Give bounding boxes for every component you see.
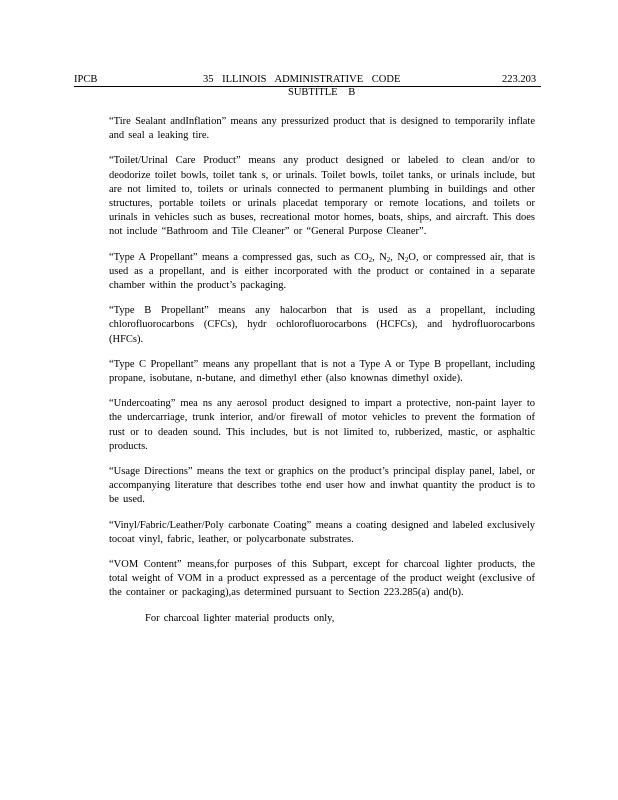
definition-tire-sealant: “Tire Sealant andInflation” means any pressurized product that is designed to temporarily inflate and seal a leaking tire.: [109, 116, 535, 142]
definition-type-a-propellant: [109, 251, 535, 294]
charcoal-lighter-clause: For charcoal lighter material products only,: [145, 612, 335, 624]
header-subtitle: SUBTITLE B: [288, 87, 356, 98]
definition-toilet-urinal-care-product: “Toilet/Urinal Care Product” means any product designed or labeled to clean and/or to deodorize toilet bowls, toilet tank s, or urinals. Toilet bowls, toilet tanks, or urinals include, but are not limited to, toilets or urinals connected to permanent plumbing in buildings and other structures, portable toilets or urinals placedat temporary or remote locations, and toilets or urinals in vehicles such as buses, recreational motor homes, boats, ships, and aircraft. This does not include “Bathroom and Tile Cleaner” or “General Purpose Cleaner”.: [109, 155, 535, 238]
definition-undercoating: “Undercoating” mea ns any aerosol product designed to impart a protective, non-paint layer to the undercarriage, trunk interior, and/or firewall of motor vehicles to prevent the formation of rust or to deaden sound. This includes, but is not limited to, rubberized, mastic, or asphaltic products.: [109, 398, 535, 452]
type-a-text-4: O, or compressed air, that is used as a propellant, and is either incorporated with the product or contained in a separate chamber within the product’s packaging.: [109, 251, 535, 292]
subscript-n2: 2: [386, 255, 391, 264]
definition-usage-directions: “Usage Directions” means the text or graphics on the product’s principal display panel, label, or accompanying literature that describes tothe end user how and inwhat quantity the product is to be used.: [109, 466, 535, 506]
type-a-text-1: “Type A Propellant” means a compressed gas, such as CO: [109, 251, 369, 263]
header-left-label: IPCB: [74, 74, 98, 85]
header-section-number: 223.203: [502, 74, 537, 85]
subscript-co2: 2: [368, 255, 373, 264]
definition-type-b-propellant: “Type B Propellant” means any halocarbon that is used as a propellant, including chlorofluorocarbons (CFCs), hydr ochlorofluorocarbons (HCFCs), and hydrofluorocarbons (HFCs).: [109, 305, 535, 345]
type-a-text-3: , N: [390, 251, 405, 263]
document-body: [109, 115, 535, 637]
definition-vinyl-fabric-leather-coating: “Vinyl/Fabric/Leather/Poly carbonate Coating” means a coating designed and labeled exclusively tocoat vinyl, fabric, leather, or polycarbonate substrates.: [109, 519, 535, 545]
type-a-text-2: , N: [372, 251, 387, 263]
header-title: 35 ILLINOIS ADMINISTRATIVE CODE: [203, 74, 401, 85]
subscript-n2o: 2: [404, 255, 409, 264]
definition-vom-content: “VOM Content” means,for purposes of this Subpart, except for charcoal lighter products, the total weight of VOM in a product expressed as a percentage of the product weight (exclusive of the container or packaging),as determined pursuant to Section 223.285(a) and(b).: [109, 559, 535, 599]
definition-type-c-propellant: “Type C Propellant” means any propellant that is not a Type A or Type B propellant, including propane, isobutane, n-butane, and dimethyl ether (also knownas dimethyl oxide).: [109, 358, 535, 385]
